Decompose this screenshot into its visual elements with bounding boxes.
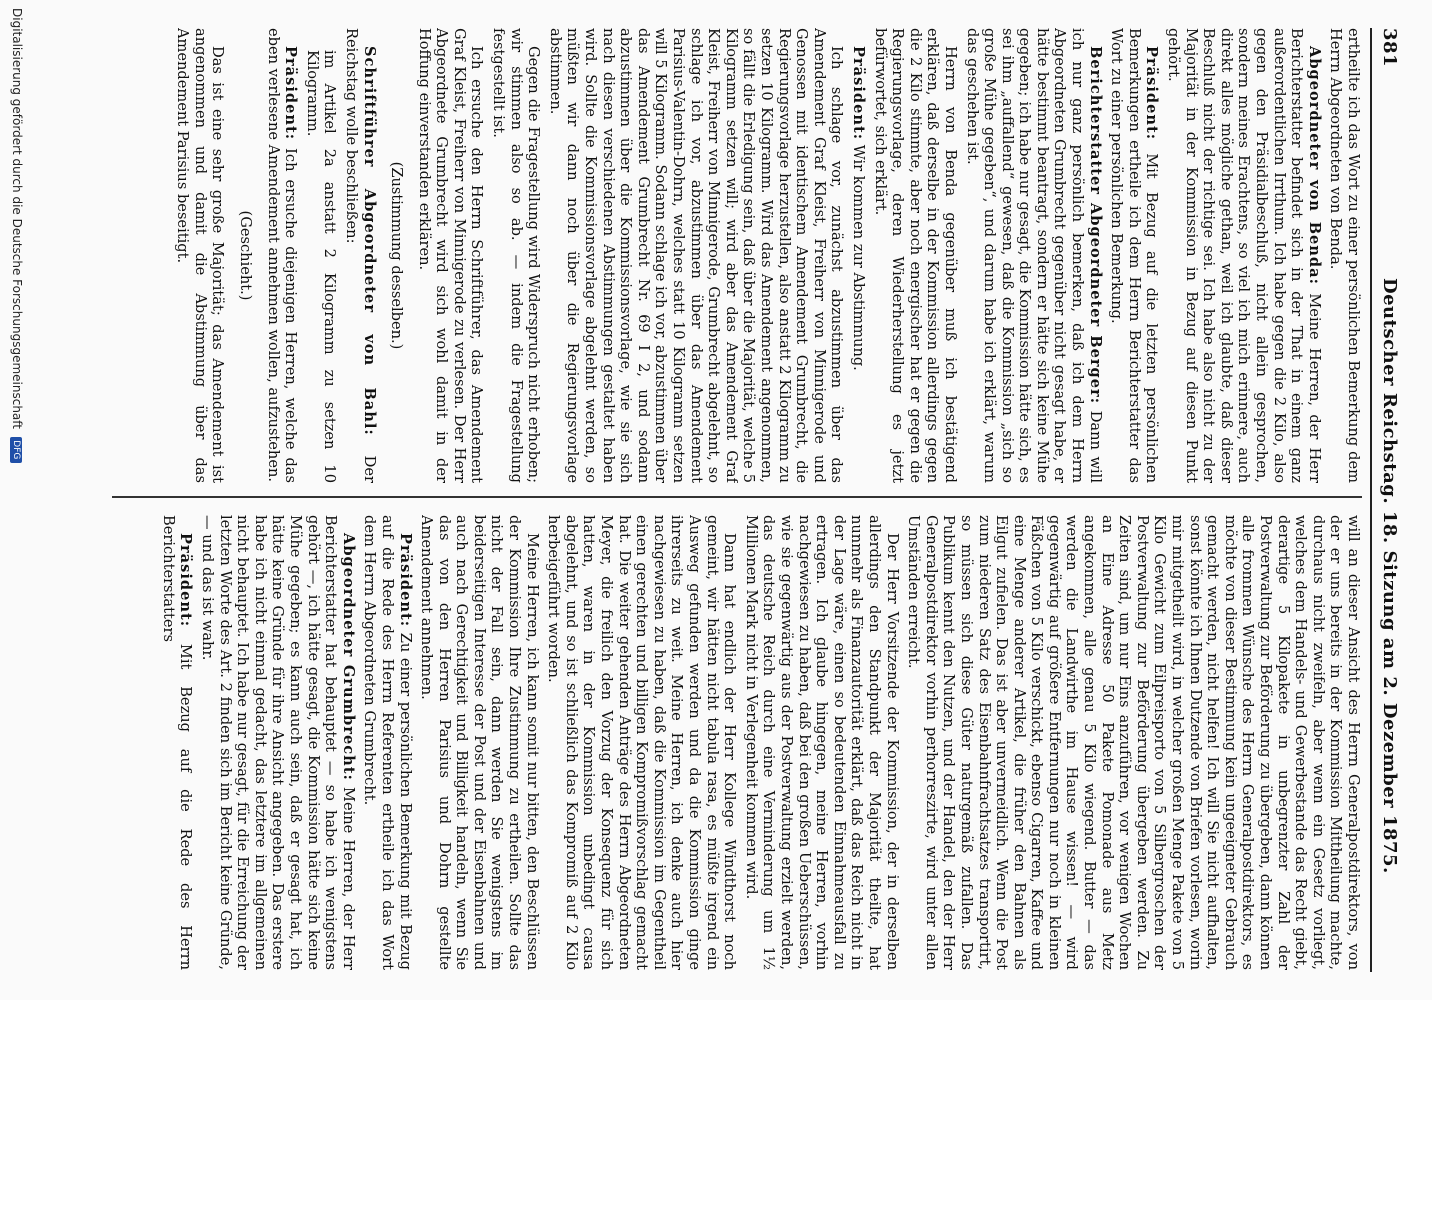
paragraph-text: im Artikel 2a anstatt 2 Kilogramm zu setzen 10 Kilogramm. [303,50,339,483]
paragraph [905,515,1362,970]
credit-text: Digitalisierung gefördert durch die Deutsche Forschungsgemeinschaft [10,8,24,430]
paragraph [1108,28,1161,483]
speaker-name: Präsident: [1143,46,1161,141]
page-header [1370,28,1410,1228]
left-column [112,28,1362,483]
paragraph [361,515,414,970]
paragraph [545,515,739,970]
speaker-name: Präsident: [177,533,195,628]
paragraph [849,28,867,483]
paragraph-text: will an dieser Ansicht des Herrn Generalpostdirektors, von der er uns bereits in der Kommission Mittheilung machte, durchaus nicht zweifeln, aber wenn ein Gesetz vorliegt, welches dem Handels- und Gewerbestande das Recht giebt, derartige 5 Kilopakete in unbegrenzter Zahl der Postverwaltung zur Beförderung zu übergeben, dann können alle frommen Wünsche des Herrn Generalpostdirektors, es möchte von dieser Bestimmung kein ungeeigneter Gebrauch gemacht werden, nicht helfen! Ich will Sie nicht aufhalten, sonst könnte ich Ihnen Dutzende von Briefen vorlesen, worin mir mitgetheilt wird, in welcher großen Menge Pakete von 5 Kilo Gewicht zum Eilpreisporto von 5 Silbergroschen der Postverwaltung zur Beförderung übergeben werden. Zu Zeiten sind, um nur Eins anzuführen, vor wenigen Wochen an Eine Adresse 50 Pakete Pomonade aus Metz angekommen, alle genau 5 Kilo wiegend. Butter — das werden die Landwirthe im Hause wissen! — wird gegenwärtig auf größere Entfernungen nur noch in kleinen Fäßchen von 5 Kilo verschickt, ebenso Cigarren, Kaffee und eine Menge anderer Artikel, die früher den Bahnen als Eilgut zufielen. Das ist aber unvermeidlich. Wenn die Post zum niederen Satz des Eisenbahnfrachtsatzes transportirt, so müssen sich diese Güter naturgemäß zufallen. Das Publikum kennt den Nutzen, und der Handel, den der Herr Generalpostdirektor vorhin perhorreszirte, wird unter allen Umständen erreicht. [905,515,1362,970]
paragraph [174,28,227,483]
paragraph [490,28,543,483]
header-rule [1370,28,1372,972]
paragraph-text: Meine Herren, der Herr Berichterstatter hat behauptet — so habe ich wenigstens gehört —, ich hätte gesagt, die Kommission hätte sich keine Mühe gegeben; es kann auch sein, daß er gesagt hat, ich hätte keine Gründe für ihre Ansicht angegeben. Das erstere habe ich nicht einmal gedacht, das letztere im allgemeinen nicht behauptet. Ich habe nur gesagt, für die Erreichung der letzten Worte des Art. 2 finden sich im Bericht keine Gründe, — und das ist wahr. [199,515,357,970]
paragraph [1164,28,1322,483]
paragraph-text: Dann hat endlich der Herr Kollege Windthorst noch gemeint, wir hätten nicht tabula rasa, es müßte irgend ein Ausweg gefunden werden und da die Kommission ginge ihrerseits zu weit. Meine Herren, ich denke auch hier nachgewiesen zu haben, daß die Kommission im Gegentheil einen gerechten und billigen Kompromißvorschlag gemacht hat. Die weiter gehenden Anträge des Herrn Abgeordneten Meyer, die freilich den Vorzug der Konsequenz für sich hatten, waren in der Kommission unbedingt causa abgelehnt, und so ist schließlich das Kompromiß auf 2 Kilo herbeigeführt worden. [545,515,739,970]
paragraph-text: ertheilte ich das Wort zu einer persönlichen Bemerkung dem Herrn Abgeordneten von Benda. [1327,28,1362,483]
speaker-name: Präsident: [282,46,300,141]
speaker-name: Präsident: [396,533,414,628]
paragraph-text: Ich ersuche diejenigen Herren, welche das eben verlesene Amendement annehmen wollen, aufzustehen. [264,28,300,483]
paragraph-text: Ich schlage vor, zunächst abzustimmen über das Amendement Graf Kleist, Freiherr von Minnigerode und Genossen mit identischem Amendement Grumbrecht, die Regierungsvorlage herzustellen, also anstatt 2 Kilogramm zu setzen 10 Kilogramm. Wird das Amendement angenommen, so fällt die Erledigung sein, daß über die Majorität, welche 5 Kilogramm setzen will; wird aber das Amendement Graf Kleist, Freiherr von Minnigerode, Grumbrecht abgelehnt, so schlage ich vor, abzustimmen über das Amendement Parisius-Valentin-Dohrn, welches statt 10 Kilogramm setzen will 5 Kilogramm. Sodann schlage ich vor, abzustimmen über das Amendement Grumbrecht Nr. 69 I 2, und sodann abzustimmen über die Kommissionsvorlage, wie sie sich nach diesen verschiedenen Abstimmungen gestaltet haben wird. Sollte die Kommissionsvorlage abgelehnt werden, so müßten wir dann noch über die Regierungsvorlage abstimmen. [546,28,846,483]
paragraph [418,515,541,970]
paragraph-text: Meine Herren, ich kann somit nur bitten, den Beschlüssen der Kommission Ihre Zustimmung zu ertheilen. Sollte das nicht der Fall sein, dann werden Sie wenigstens im beiderseitigen Interesse der Post und der Eisenbahnen und auch nach Gerechtigkeit und Billigkeit handeln, wenn Sie das von den Herren Parisius und Dohrn gestellte Amendement annehmen. [418,515,541,970]
speaker-name: Schriftführer Abgeordneter von Bahl: [360,46,378,436]
paragraph-text: Wir kommen zur Abstimmung. [849,144,867,371]
dfg-logo: DFG [11,437,23,463]
paragraph [388,28,406,483]
paragraph [159,515,194,970]
paragraph-text: Mit Bezug auf die Rede des Herrn Berichterstatters [159,515,195,970]
paragraph [963,28,1104,483]
column-divider [112,496,1362,498]
speaker-name: Abgeordneter von Benda: [1305,46,1323,285]
paragraph [871,28,959,483]
paragraph [415,28,485,483]
page-number: 381 [1379,28,1400,68]
paragraph-text: Herrn von Benda gegenüber muß ich bestätigend erklären, daß derselbe in der Kommission allerdings gegen die 2 Kilo stimmte, aber noch energischer hat er gegen die Regierungsvorlage, deren Wiederherstellung es jetzt befürwortet, sich erklärt. [871,28,959,483]
speaker-name: Präsident: [849,46,867,141]
paragraph-text: Dann will ich nur ganz persönlich bemerken, daß ich dem Herrn Abgeordneten Grumbrecht gegenüber nicht gesagt habe, er hätte bestimmt beantragt, sondern er hätte sich keine Mühe gegeben; ich habe nur gesagt, die Kommission hätte sich, es sei ihm „auffallend“ gewesen, daß die Kommission „sich so große Mühe gegeben“, und darum habe ich erklärt, warum das geschehen ist. [963,28,1104,483]
paragraph [264,28,299,483]
paragraph-text: Meine Herren, der Herr Berichterstatter befindet sich in der That in einem ganz außerordentlichen Irrthum. Ich habe gegen die 2 Kilo, also gegen den Präsidialbeschluß, nicht allein gesprochen, sondern meines Erachtens, so viel ich mich erinnere, auch direkt alles mögliche gethan, weil ich glaubte, daß dieser Beschluß nicht der richtige sei. Ich habe also nicht zu der Majorität in der Kommission in Bezug auf diesen Punkt gehört. [1165,28,1323,483]
paragraph [742,515,900,970]
paragraph-text: Das ist eine sehr große Majorität; das Amendement ist angenommen und damit die Abstimmung über das Amendement Parisius beseitigt. [174,28,227,483]
speaker-name: Berichterstatter Abgeordneter Berger: [1086,46,1104,405]
paragraph-text: Der Reichstag wolle beschließen: [342,28,378,483]
paragraph-text: Ich ersuche den Herrn Schriftführer, das Amendement Graf Kleist, Freiherr von Minnigerode zu verlesen. Der Herr Abgeordnete Grumbrecht wird sich wohl damit in der Hoffung einverstanden erklären. [415,28,486,483]
paragraph-text: Mit Bezug auf die letzten persönlichen Bemerkungen ertheile ich dem Herrn Berichterstatter das Wort zu einer persönlichen Bemerkung. [1108,28,1161,483]
paragraph-text: Gegen die Fragestellung wird Widerspruch nicht erhoben; wir stimmen also so ab. — indem die Fragestellung festgestellt ist. [490,28,543,483]
digitization-credit [4,8,24,998]
paragraph [198,515,356,970]
paragraph-text: Der Herr Vorsitzende der Kommission, der in derselben allerdings den Standpunkt der Majorität theilte, hat nunmehr als Finanzautorität erklärt, daß das Reich nicht in der Lage wäre, einen so bedeutenden Einnahmeausfall zu ertragen. Ich glaube hingegen, meine Herren, vorhin nachgewiesen zu haben, daß bei den großen Ueberschüssen, wie sie gegenwärtig aus der Postverwaltung erzielt werden, das deutsche Reich durch eine Verminderung um 1½ Millionen Mark nicht in Verlegenheit kommen wird. [742,515,901,970]
paragraph-text: Zu einer persönlichen Bemerkung mit Bezug auf die Rede des Herrn Referenten ertheile ich das Wort dem Herrn Abgeordneten Grumbrecht. [361,515,414,970]
paragraph [546,28,845,483]
running-title: Deutscher Reichstag. 18. Sitzung am 2. Dezember 1875. [1379,278,1400,874]
paragraph [303,28,338,483]
paragraph [342,28,377,483]
paragraph [236,28,254,483]
paragraph-text: (Zustimmung desselben.) [388,161,406,350]
speaker-name: Abgeordneter Grumbrecht: [339,533,357,781]
right-column [112,515,1362,970]
paragraph-text: (Geschieht.) [236,210,254,301]
paragraph [1327,28,1362,483]
